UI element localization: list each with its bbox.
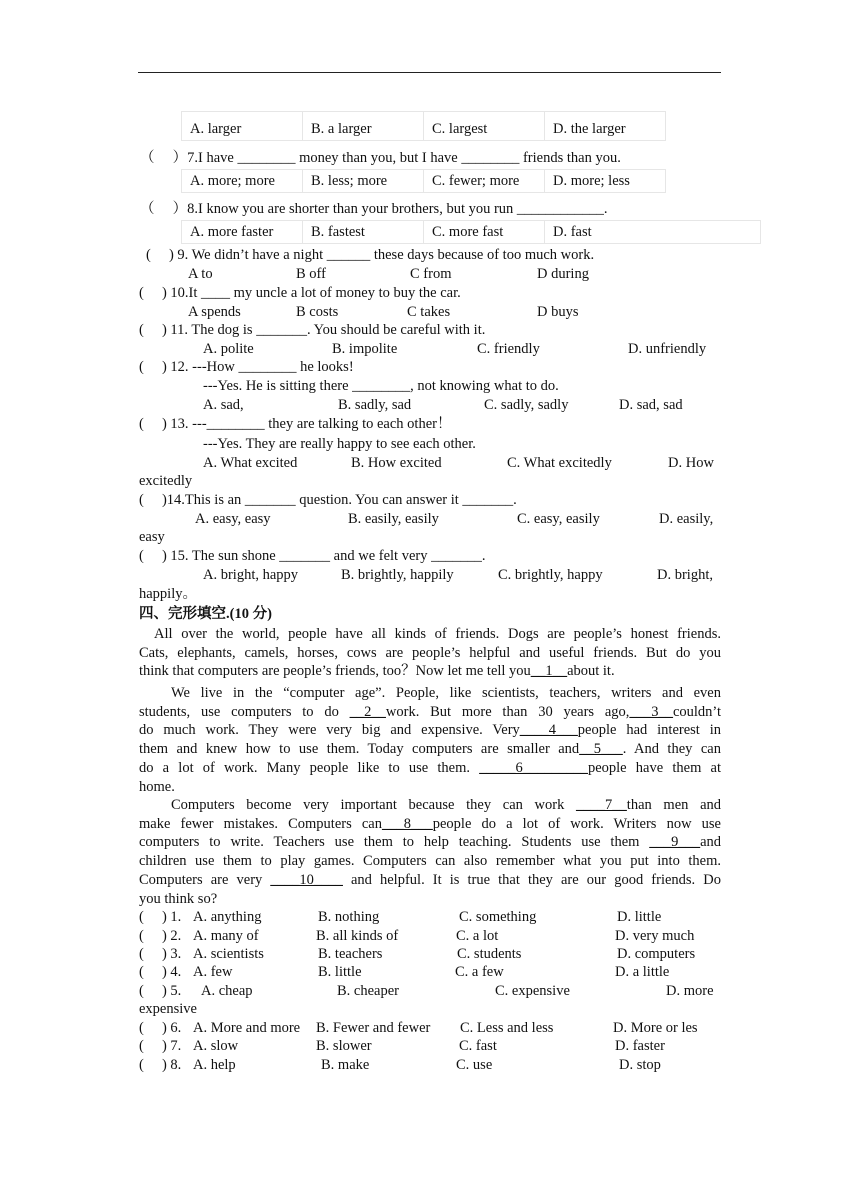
option-c: C. more fast: [424, 221, 545, 244]
text: work. But more than 30 years ago,: [385, 703, 630, 720]
option-c: C. something: [459, 909, 537, 925]
option-a: A. cheap: [201, 983, 253, 999]
question-14-stem: ( )14.This is an _______ question. You can answer it _______.: [139, 492, 517, 508]
option-c: C. friendly: [477, 341, 540, 357]
option-b: B. make: [321, 1057, 370, 1073]
option-b: B costs: [296, 304, 339, 320]
option-c: C takes: [407, 304, 451, 320]
passage-line: [139, 815, 721, 834]
option-c: C. easy, easily: [517, 511, 600, 527]
passage-line: Cats, elephants, camels, horses, cows are people’s helpful and useful friends. But do you: [139, 644, 721, 661]
cloze-question-num: ( ) 2.: [139, 928, 182, 944]
cloze-question-num: ( ) 5.: [139, 983, 182, 999]
option-a: A. help: [193, 1057, 236, 1073]
option-a: A to: [188, 266, 213, 282]
option-c: C. fast: [459, 1038, 497, 1054]
option-b: B. slower: [316, 1038, 372, 1054]
option-a: A. more; more: [182, 170, 303, 193]
option-d: D. More or les: [613, 1020, 698, 1036]
blank-6: _____6_________: [479, 759, 588, 776]
option-b: B. nothing: [318, 909, 380, 925]
option-d: D. How: [668, 455, 714, 471]
cloze-question-num: ( ) 4.: [139, 964, 182, 980]
option-a: A. many of: [193, 928, 259, 944]
text: and: [700, 834, 721, 851]
option-a: A. few: [193, 964, 233, 980]
passage-line: We live in the “computer age”. People, like scientists, teachers, writers and even: [171, 685, 721, 701]
text: . And they can: [622, 741, 721, 758]
option-b: B. a larger: [303, 112, 424, 141]
text: and helpful. It is true that they are our good friends. Do: [350, 871, 721, 888]
question-12-reply: ---Yes. He is sitting there ________, not knowing what to do.: [203, 378, 559, 394]
question-7-stem: （ ）7.I have ________ money than you, but I have ________ friends than you.: [140, 150, 621, 166]
option-b: B. fastest: [303, 221, 424, 244]
passage-line: [139, 721, 721, 740]
option-b: B. less; more: [303, 170, 424, 193]
question-10-stem: ( ) 10.It ____ my uncle a lot of money to buy the car.: [139, 285, 461, 301]
question-15-stem: ( ) 15. The sun shone _______ and we felt very _______.: [139, 548, 486, 564]
text: computers to write. Teachers use them to help teaching. Students use them: [139, 834, 640, 851]
option-a: A. anything: [193, 909, 262, 925]
q6-options-table: [181, 111, 666, 141]
passage-paragraph-2: [139, 684, 721, 796]
cloze-question-num: ( ) 6.: [139, 1020, 182, 1036]
question-8-stem: （ ）8.I know you are shorter than your brothers, but you run ____________.: [140, 201, 608, 217]
question-13-stem: ( ) 13. ---________ they are talking to each other！: [139, 416, 452, 432]
text: people had interest in: [577, 722, 722, 739]
option-c: C. What excitedly: [507, 455, 612, 471]
option-a: A. bright, happy: [203, 567, 299, 583]
option-c: C. sadly, sadly: [484, 397, 569, 413]
text: than men and: [626, 797, 722, 813]
option-d: D. sad, sad: [619, 397, 683, 413]
option-c: C. Less and less: [460, 1020, 554, 1036]
option-a: A. What excited: [203, 455, 298, 471]
option-a: A. More and more: [193, 1020, 301, 1036]
option-d-wrap: expensive: [139, 1001, 197, 1017]
text: think that computers are people’s friends, too？Now let me tell you: [139, 663, 531, 680]
option-b: B. Fewer and fewer: [316, 1020, 431, 1036]
text: about it.: [567, 663, 615, 680]
option-b: B. all kinds of: [316, 928, 399, 944]
option-d: D. faster: [615, 1038, 665, 1054]
text: Computers become very important because they can work: [171, 797, 565, 813]
option-c: C. use: [456, 1057, 493, 1073]
option-d: D. easily,: [659, 511, 714, 527]
option-d: D. stop: [619, 1057, 661, 1073]
text: Computers are very: [139, 871, 263, 888]
passage-paragraph-1: [139, 625, 721, 681]
blank-1: __1__: [530, 663, 568, 680]
text: people have them at: [587, 759, 721, 776]
blank-5: __5___: [579, 741, 623, 758]
option-d: D. very much: [615, 928, 695, 944]
passage-line: children use them to play games. Computers can also remember what you put into them.: [139, 853, 721, 870]
passage-line: [139, 871, 721, 890]
question-12-stem: ( ) 12. ---How ________ he looks!: [139, 359, 354, 375]
option-b: B. brightly, happily: [341, 567, 454, 583]
option-a: A. scientists: [193, 946, 264, 962]
option-d: D. the larger: [545, 112, 666, 141]
q8-options-table: [181, 220, 761, 244]
passage-line: [139, 662, 721, 681]
text: people do a lot of work. Writers now use: [432, 815, 721, 832]
option-c: C. a few: [455, 964, 504, 980]
text: students, use computers to do: [139, 703, 339, 720]
cloze-question-num: ( ) 7.: [139, 1038, 182, 1054]
question-13-reply: ---Yes. They are really happy to see each other.: [203, 436, 476, 452]
option-a: A. slow: [193, 1038, 239, 1054]
option-c: C. largest: [424, 112, 545, 141]
option-d-wrap: happily。: [139, 586, 197, 602]
blank-3: ___3__: [629, 703, 673, 720]
option-d: D. bright,: [657, 567, 713, 583]
option-d-wrap: excitedly: [139, 473, 193, 489]
passage-paragraph-3: [139, 796, 721, 908]
passage-line: All over the world, people have all kinds of friends. Dogs are people’s honest friends.: [154, 626, 721, 642]
text: them and knew how to use them. Today computers are smaller and: [139, 741, 580, 758]
option-d: D. unfriendly: [628, 341, 707, 357]
blank-4: ____4___: [519, 722, 578, 739]
passage-line: [139, 796, 721, 815]
option-d-wrap: easy: [139, 529, 165, 545]
text: do a lot of work. Many people like to use them.: [139, 759, 471, 776]
option-c: C. fewer; more: [424, 170, 545, 193]
option-c: C from: [410, 266, 452, 282]
option-b: B. impolite: [332, 341, 398, 357]
option-d: D. more; less: [545, 170, 666, 193]
option-a: A. more faster: [182, 221, 303, 244]
question-11-stem: ( ) 11. The dog is _______. You should be careful with it.: [139, 322, 486, 338]
blank-7: ____7__: [576, 797, 627, 813]
blank-9: ___9___: [649, 834, 701, 851]
option-d: D. fast: [545, 221, 761, 244]
option-b: B. teachers: [318, 946, 383, 962]
option-d: D. a little: [615, 964, 670, 980]
passage-line: [139, 703, 721, 722]
cloze-question-num: ( ) 1.: [139, 909, 182, 925]
option-d: D. computers: [617, 946, 696, 962]
option-b: B. little: [318, 964, 362, 980]
option-c: C. brightly, happy: [498, 567, 603, 583]
text: make fewer mistakes. Computers can: [139, 815, 382, 832]
blank-2: __2__: [349, 703, 386, 720]
option-d: D. more: [666, 983, 714, 999]
option-a: A spends: [188, 304, 241, 320]
option-c: C. expensive: [495, 983, 570, 999]
option-a: A. sad,: [203, 397, 244, 413]
option-a: A. easy, easy: [195, 511, 271, 527]
passage-line: [139, 740, 721, 759]
option-b: B. How excited: [351, 455, 442, 471]
option-b: B. sadly, sad: [338, 397, 412, 413]
option-d: D buys: [537, 304, 579, 320]
option-b: B off: [296, 266, 326, 282]
passage-line: home.: [139, 778, 175, 795]
option-d: D. little: [617, 909, 662, 925]
option-a: A. polite: [203, 341, 254, 357]
option-b: B. easily, easily: [348, 511, 439, 527]
q7-options-table: [181, 169, 666, 193]
passage-line: [139, 833, 721, 852]
cloze-question-num: ( ) 3.: [139, 946, 182, 962]
option-b: B. cheaper: [337, 983, 399, 999]
option-c: C. a lot: [456, 928, 499, 944]
blank-8: ___8___: [381, 815, 433, 832]
question-9-stem: ( ) 9. We didn’t have a night ______ these days because of too much work.: [146, 247, 595, 263]
cloze-question-num: ( ) 8.: [139, 1057, 182, 1073]
section-title: 四、完形填空.(10 分): [139, 606, 272, 622]
option-a: A. larger: [182, 112, 303, 141]
text: couldn’t: [672, 703, 721, 720]
option-d: D during: [537, 266, 589, 282]
passage-line: you think so?: [139, 890, 218, 907]
blank-10: ____10____: [270, 871, 343, 888]
option-c: C. students: [457, 946, 522, 962]
header-rule: [138, 72, 721, 73]
passage-line: [139, 759, 721, 778]
text: do much work. They were very big and expensive. Very: [139, 722, 520, 739]
